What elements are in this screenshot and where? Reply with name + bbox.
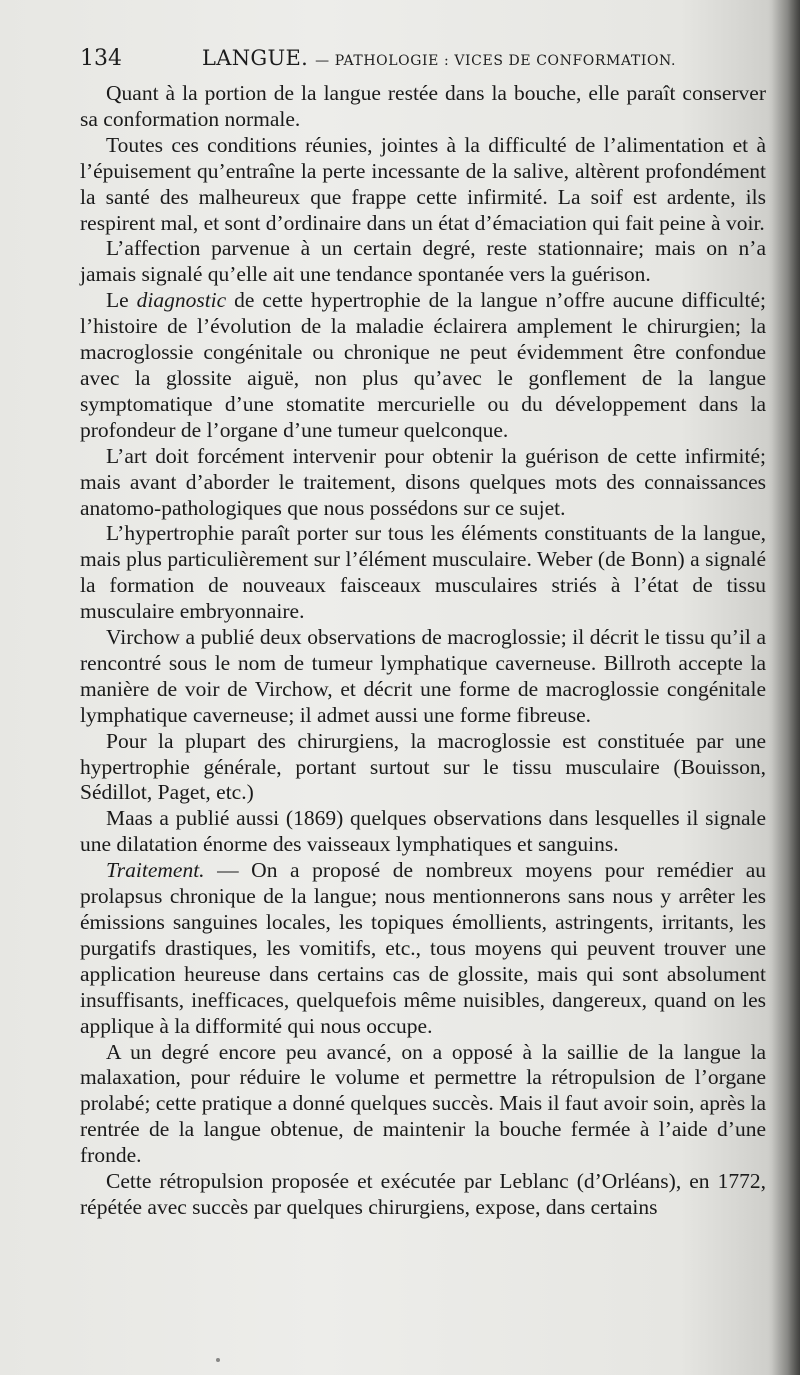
paragraph-text: — On a proposé de nombreux moyens pour remédier au prolapsus chronique de la langue; nous mentionnerons sans nous y arrêter les émissions sanguines locales, les topiques émollients, astringents, irritants, les purgatifs drastiques, les vomitifs, etc., tous moyens qui peuvent trouver une application heureuse dans certains cas de glossite, mais qui sont absolument insuffisants, inefficaces, quelquefois même nuisibles, dangereux, quand on les applique à la difformité qui nous occupe. bbox=[80, 858, 766, 1038]
italic-term: Traitement. bbox=[106, 858, 205, 883]
paragraph-text: Pour la plupart des chirurgiens, la macroglossie est constituée par une hypertrophie générale, portant surtout sur le tissu musculaire (Bouisson, Sédillot, Paget, etc.) bbox=[80, 728, 766, 805]
paragraph-text: L’art doit forcément intervenir pour obtenir la guérison de cette infirmité; mais avant d’aborder le traitement, disons quelques mots des connaissances anatomo-pathologiques que nous possédons sur ce sujet. bbox=[80, 443, 766, 520]
page-edge-shadow bbox=[772, 0, 800, 1375]
paragraph bbox=[80, 806, 766, 858]
paragraph-text: de cette hypertrophie de la langue n’offre aucune difficulté; l’histoire de l’évolution de la maladie éclairera amplement le chirurgien; la macroglossie congénitale ou chronique ne peut évidemment être confondue avec la glossite aiguë, non plus qu’avec le gonflement de la langue symptomatique d’une stomatite mercurielle ou du développement dans la profondeur de l’organe d’une tumeur quelconque. bbox=[80, 288, 766, 442]
paragraph bbox=[80, 625, 766, 729]
paragraph-text: A un degré encore peu avancé, on a opposé à la saillie de la langue la malaxation, pour réduire le volume et permettre la rétropulsion de l’organe prolabé; cette pratique a donné quelques succès. Mais il faut avoir soin, après la rentrée de la langue obtenue, de maintenir la bouche fermée à l’aide d’une fronde. bbox=[80, 1039, 766, 1168]
paragraph bbox=[80, 1169, 766, 1221]
running-title-main: LANGUE. bbox=[202, 46, 309, 70]
ink-speck bbox=[216, 1358, 220, 1362]
paragraph-text: Virchow a publié deux observations de macroglossie; il décrit le tissu qu’il a rencontré sous le nom de tumeur lymphatique caverneuse. Billroth accepte la manière de voir de Virchow, et décrit une forme de macroglossie congénitale lymphatique caverneuse; il admet aussi une forme fibreuse. bbox=[80, 625, 766, 727]
paragraph bbox=[80, 236, 766, 288]
paragraph-text: Toutes ces conditions réunies, jointes à la difficulté de l’alimentation et à l’épuisement qu’entraîne la perte incessante de la salive, altèrent profondément la santé des malheureux que frappe cette infirmité. La soif est ardente, ils respirent mal, et sont d’ordinaire dans un état d’émaciation qui fait peine à voir. bbox=[80, 132, 766, 235]
paragraph bbox=[80, 81, 766, 133]
running-title bbox=[202, 46, 676, 70]
running-header bbox=[80, 46, 770, 76]
paragraph-lead: Le bbox=[106, 288, 137, 313]
paragraph bbox=[80, 133, 766, 237]
body-text bbox=[80, 81, 766, 1221]
paragraph bbox=[80, 444, 766, 522]
running-title-section: — PATHOLOGIE : VICES DE CONFORMATION. bbox=[315, 53, 677, 69]
paragraph-diagnostic bbox=[80, 288, 766, 443]
paragraph bbox=[80, 729, 766, 807]
paragraph bbox=[80, 521, 766, 625]
paragraph-text: Cette rétropulsion proposée et exécutée par Leblanc (d’Orléans), en 1772, répétée avec succès par quelques chirurgiens, expose, dans certains bbox=[80, 1169, 766, 1219]
paragraph-text: Maas a publié aussi (1869) quelques observations dans lesquelles il signale une dilatation énorme des vaisseaux lymphatiques et sanguins. bbox=[80, 806, 766, 857]
paragraph-traitement bbox=[80, 858, 766, 1039]
paragraph-text: L’affection parvenue à un certain degré, reste stationnaire; mais on n’a jamais signalé qu’elle ait une tendance spontanée vers la guérison. bbox=[80, 236, 766, 287]
paragraph-text: Quant à la portion de la langue restée dans la bouche, elle paraît conserver sa conformation normale. bbox=[80, 81, 766, 131]
paragraph-text: L’hypertrophie paraît porter sur tous les éléments constituants de la langue, mais plus particulièrement sur l’élément musculaire. Weber (de Bonn) a signalé la formation de nouveaux faisceaux musculaires striés à l’état de tissu musculaire embryonnaire. bbox=[80, 521, 766, 624]
italic-term: diagnostic bbox=[136, 288, 227, 313]
page-number: 134 bbox=[80, 46, 122, 71]
paragraph bbox=[80, 1040, 766, 1170]
